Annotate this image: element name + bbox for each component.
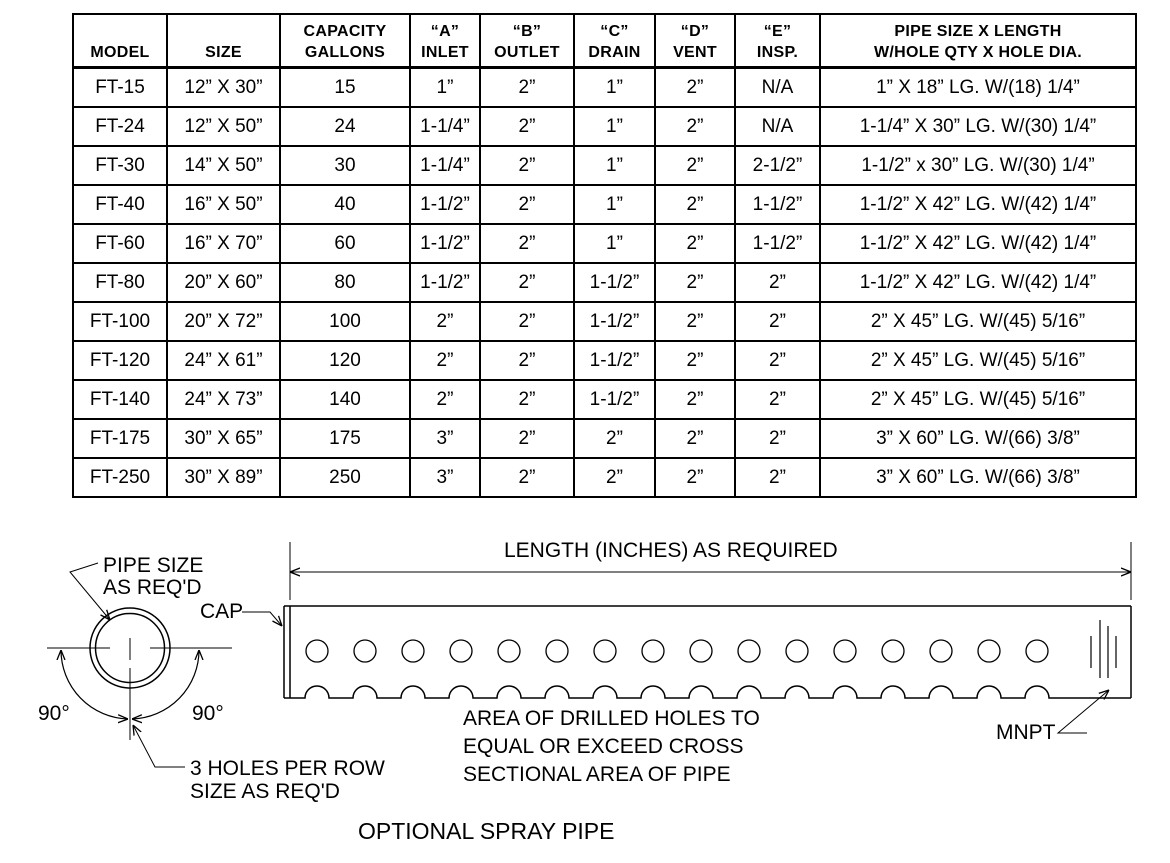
table-cell: 2” bbox=[655, 458, 735, 497]
table-cell: 30 bbox=[280, 146, 410, 185]
table-cell: 2” bbox=[480, 185, 574, 224]
table-cell: 1-1/2” X 42” LG. W/(42) 1/4” bbox=[820, 185, 1136, 224]
column-header-line1: “D” bbox=[680, 23, 710, 40]
table-row bbox=[73, 458, 1136, 497]
table-cell: 2” bbox=[410, 302, 480, 341]
table-cell: 1-1/2” bbox=[574, 263, 655, 302]
column-header-line1: “B” bbox=[512, 23, 542, 40]
table-row bbox=[73, 224, 1136, 263]
holes-leader bbox=[133, 725, 185, 767]
model-cell: FT-15 bbox=[73, 68, 167, 108]
column-header bbox=[280, 14, 410, 68]
table-cell: 2” bbox=[735, 263, 820, 302]
column-header-line2: INSP. bbox=[756, 44, 799, 61]
column-header-line1: “C” bbox=[600, 23, 629, 40]
model-cell: FT-60 bbox=[73, 224, 167, 263]
table-cell: 2” bbox=[480, 380, 574, 419]
table-cell: 2” bbox=[655, 302, 735, 341]
table-cell: 2” bbox=[655, 380, 735, 419]
table-row bbox=[73, 419, 1136, 458]
table-cell: 15 bbox=[280, 68, 410, 108]
angle-arc-right bbox=[132, 650, 199, 719]
drilled-hole bbox=[594, 640, 616, 662]
diagram-caption: OPTIONAL SPRAY PIPE bbox=[358, 818, 615, 844]
drilled-hole bbox=[738, 640, 760, 662]
table-row bbox=[73, 302, 1136, 341]
table-cell: 1-1/4” bbox=[410, 107, 480, 146]
column-header-line1: “A” bbox=[430, 23, 460, 40]
column-header-line2: VENT bbox=[673, 44, 717, 61]
column-header-line1: CAPACITY bbox=[303, 23, 387, 40]
table-cell: 2” bbox=[410, 341, 480, 380]
table-cell: 80 bbox=[280, 263, 410, 302]
spray-pipe-diagram bbox=[0, 500, 1170, 863]
table-cell: N/A bbox=[735, 107, 820, 146]
table-cell: 2” bbox=[735, 302, 820, 341]
table-cell: 3” X 60” LG. W/(66) 3/8” bbox=[820, 458, 1136, 497]
table-cell: 2” bbox=[574, 458, 655, 497]
table-cell: 2” bbox=[480, 68, 574, 108]
drilled-hole bbox=[1026, 640, 1048, 662]
table-cell: 140 bbox=[280, 380, 410, 419]
column-header-line2: MODEL bbox=[90, 44, 150, 61]
drilled-hole bbox=[546, 640, 568, 662]
column-header bbox=[480, 14, 574, 68]
drilled-hole bbox=[498, 640, 520, 662]
table-cell: 2” bbox=[655, 146, 735, 185]
table-cell: 2” bbox=[480, 341, 574, 380]
table-cell: 2” X 45” LG. W/(45) 5/16” bbox=[820, 380, 1136, 419]
mnpt-label: MNPT bbox=[996, 721, 1056, 744]
table-cell: 2” X 45” LG. W/(45) 5/16” bbox=[820, 341, 1136, 380]
table-cell: 1-1/2” bbox=[574, 341, 655, 380]
table-cell: 2” X 45” LG. W/(45) 5/16” bbox=[820, 302, 1136, 341]
table-cell: 2” bbox=[655, 263, 735, 302]
table-cell: 1-1/2” bbox=[735, 224, 820, 263]
table-cell: 1” X 18” LG. W/(18) 1/4” bbox=[820, 68, 1136, 108]
spec-table bbox=[72, 13, 1137, 498]
column-header-line2: INLET bbox=[421, 44, 469, 61]
column-header bbox=[655, 14, 735, 68]
holes-label-line2: SIZE AS REQ'D bbox=[190, 780, 340, 803]
table-cell: 30” X 89” bbox=[167, 458, 280, 497]
angle-left-label: 90° bbox=[38, 702, 70, 725]
table-cell: 1-1/2” bbox=[574, 302, 655, 341]
column-header-line1: PIPE SIZE X LENGTH bbox=[894, 23, 1062, 40]
area-note-line2: EQUAL OR EXCEED CROSS bbox=[463, 735, 744, 758]
mnpt-leader bbox=[1058, 690, 1109, 733]
table-cell: 16” X 70” bbox=[167, 224, 280, 263]
table-row bbox=[73, 68, 1136, 108]
model-cell: FT-30 bbox=[73, 146, 167, 185]
model-cell: FT-24 bbox=[73, 107, 167, 146]
table-cell: 1” bbox=[574, 185, 655, 224]
table-cell: 1” bbox=[410, 68, 480, 108]
cap-leader bbox=[242, 612, 282, 626]
model-cell: FT-80 bbox=[73, 263, 167, 302]
table-header bbox=[73, 14, 1136, 68]
model-cell: FT-140 bbox=[73, 380, 167, 419]
length-label: LENGTH (INCHES) AS REQUIRED bbox=[504, 539, 838, 562]
table-cell: 1-1/4” bbox=[410, 146, 480, 185]
drilled-hole bbox=[930, 640, 952, 662]
column-header bbox=[574, 14, 655, 68]
drilled-hole bbox=[402, 640, 424, 662]
cap-label: CAP bbox=[200, 600, 244, 623]
table-cell: 2” bbox=[735, 419, 820, 458]
table-cell: 2” bbox=[480, 146, 574, 185]
table-cell: 16” X 50” bbox=[167, 185, 280, 224]
model-cell: FT-100 bbox=[73, 302, 167, 341]
table-row bbox=[73, 146, 1136, 185]
drilled-hole bbox=[306, 640, 328, 662]
column-header-line2: OUTLET bbox=[494, 44, 560, 61]
table-cell: 2” bbox=[655, 419, 735, 458]
column-header-line1: “E” bbox=[763, 23, 792, 40]
area-note-line3: SECTIONAL AREA OF PIPE bbox=[463, 763, 731, 786]
table-cell: 2” bbox=[480, 419, 574, 458]
table-cell: 1-1/2” X 42” LG. W/(42) 1/4” bbox=[820, 263, 1136, 302]
drilled-hole bbox=[978, 640, 1000, 662]
column-header bbox=[410, 14, 480, 68]
table-cell: 2” bbox=[480, 263, 574, 302]
drilled-hole bbox=[450, 640, 472, 662]
drilled-hole bbox=[642, 640, 664, 662]
header-row bbox=[73, 14, 1136, 68]
table-cell: 1” bbox=[574, 107, 655, 146]
drilled-hole bbox=[354, 640, 376, 662]
model-cell: FT-40 bbox=[73, 185, 167, 224]
table-cell: 1-1/2” bbox=[410, 263, 480, 302]
table-body bbox=[73, 68, 1136, 498]
table-cell: 30” X 65” bbox=[167, 419, 280, 458]
table-cell: 120 bbox=[280, 341, 410, 380]
table-cell: 2” bbox=[735, 458, 820, 497]
model-cell: FT-250 bbox=[73, 458, 167, 497]
table-cell: 20” X 60” bbox=[167, 263, 280, 302]
mnpt-thread-marks bbox=[1091, 620, 1116, 678]
angle-right-label: 90° bbox=[192, 702, 224, 725]
table-cell: 12” X 30” bbox=[167, 68, 280, 108]
table-cell: 175 bbox=[280, 419, 410, 458]
column-header-line2: SIZE bbox=[205, 44, 242, 61]
table-row bbox=[73, 107, 1136, 146]
drilled-hole bbox=[690, 640, 712, 662]
pipe-bottom-scallops bbox=[284, 686, 1131, 698]
drilled-hole bbox=[882, 640, 904, 662]
table-cell: 250 bbox=[280, 458, 410, 497]
table-cell: 24” X 61” bbox=[167, 341, 280, 380]
table-cell: 24” X 73” bbox=[167, 380, 280, 419]
table-cell: 1” bbox=[574, 224, 655, 263]
drilled-holes bbox=[306, 640, 1048, 662]
pipe-size-label-line2: AS REQ'D bbox=[103, 576, 202, 599]
column-header bbox=[820, 14, 1136, 68]
table-cell: 2” bbox=[410, 380, 480, 419]
table-cell: 12” X 50” bbox=[167, 107, 280, 146]
table-cell: 100 bbox=[280, 302, 410, 341]
table-cell: 60 bbox=[280, 224, 410, 263]
table-cell: 1-1/2” bbox=[410, 185, 480, 224]
table-cell: 2” bbox=[480, 458, 574, 497]
table-cell: 1-1/2” bbox=[574, 380, 655, 419]
table-cell: 2” bbox=[574, 419, 655, 458]
angle-arc-left bbox=[61, 650, 128, 719]
table-cell: 2” bbox=[480, 302, 574, 341]
table-cell: 2” bbox=[735, 341, 820, 380]
holes-label-line1: 3 HOLES PER ROW bbox=[190, 757, 385, 780]
table-cell: 1” bbox=[574, 146, 655, 185]
model-cell: FT-175 bbox=[73, 419, 167, 458]
table-cell: 2” bbox=[655, 341, 735, 380]
table-cell: 20” X 72” bbox=[167, 302, 280, 341]
table-cell: 1” bbox=[574, 68, 655, 108]
table-row bbox=[73, 341, 1136, 380]
drilled-hole bbox=[834, 640, 856, 662]
column-header bbox=[73, 14, 167, 68]
table-cell: 2” bbox=[655, 68, 735, 108]
table-cell: 2” bbox=[735, 380, 820, 419]
table-cell: 3” bbox=[410, 458, 480, 497]
table-cell: 40 bbox=[280, 185, 410, 224]
table-cell: 2” bbox=[480, 107, 574, 146]
column-header bbox=[735, 14, 820, 68]
table-cell: 3” bbox=[410, 419, 480, 458]
table-cell: 2” bbox=[655, 224, 735, 263]
table-cell: 3” X 60” LG. W/(66) 3/8” bbox=[820, 419, 1136, 458]
spec-table-container bbox=[72, 13, 1135, 498]
table-cell: 2” bbox=[480, 224, 574, 263]
table-cell: 1-1/2” x 30” LG. W/(30) 1/4” bbox=[820, 146, 1136, 185]
column-header-line2: DRAIN bbox=[588, 44, 641, 61]
table-row bbox=[73, 263, 1136, 302]
table-cell: 24 bbox=[280, 107, 410, 146]
column-header-line2: W/HOLE QTY X HOLE DIA. bbox=[873, 44, 1083, 61]
column-header-line2: GALLONS bbox=[304, 44, 386, 61]
table-cell: 1-1/2” bbox=[735, 185, 820, 224]
column-header bbox=[167, 14, 280, 68]
table-cell: 1-1/2” bbox=[410, 224, 480, 263]
table-cell: 1-1/4” X 30” LG. W/(30) 1/4” bbox=[820, 107, 1136, 146]
table-cell: 2” bbox=[655, 185, 735, 224]
table-row bbox=[73, 380, 1136, 419]
model-cell: FT-120 bbox=[73, 341, 167, 380]
table-cell: N/A bbox=[735, 68, 820, 108]
table-cell: 2-1/2” bbox=[735, 146, 820, 185]
table-row bbox=[73, 185, 1136, 224]
table-cell: 2” bbox=[655, 107, 735, 146]
table-cell: 1-1/2” X 42” LG. W/(42) 1/4” bbox=[820, 224, 1136, 263]
pipe-size-label-line1: PIPE SIZE bbox=[103, 554, 204, 577]
drilled-hole bbox=[786, 640, 808, 662]
table-cell: 14” X 50” bbox=[167, 146, 280, 185]
area-note-line1: AREA OF DRILLED HOLES TO bbox=[463, 707, 760, 730]
